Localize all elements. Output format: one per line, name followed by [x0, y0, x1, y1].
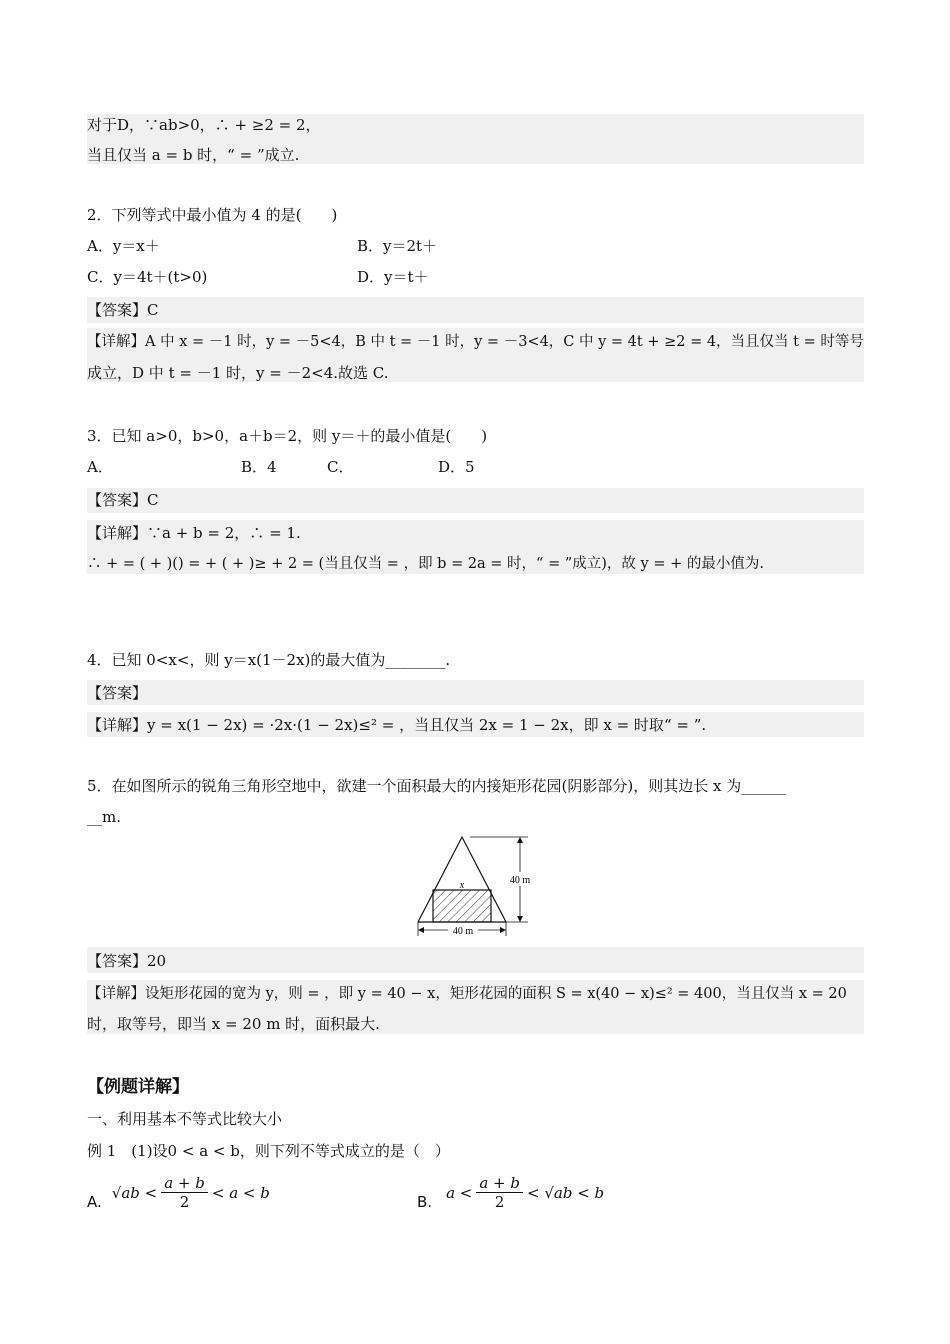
q5-detail-line-1: 【详解】设矩形花园的宽为 y，则 = ，即 y = 40 − x，矩形花园的面积 S = x(40 − x)≤² = 400，当且仅当 x = 20: [87, 986, 847, 1002]
q2-detail-line-2: 成立，D 中 t = －1 时，y = －2<4.故选 C.: [87, 364, 389, 382]
solution-line-2: 当且仅当 a = b 时，“ = ”成立.: [87, 146, 300, 164]
q5-detail-line-2: 时，取等号，即当 x = 20 m 时，面积最大.: [87, 1015, 380, 1033]
ex1-option-b-fraction: [476, 1174, 523, 1211]
ex1-option-a-right: < a < b: [211, 1183, 270, 1202]
q3-detail-line-2: ∴ + = ( + )() = + ( + )≥ + 2 = (当且仅当 = ，即 b = 2a = 时，“ = ”成立)，故 y = + 的最小值为.: [87, 556, 764, 572]
q3-detail-line-1: 【详解】∵a + b = 2，∴ = 1.: [87, 524, 301, 542]
section-heading: 【例题详解】: [87, 1077, 189, 1097]
q2-option-d: D．y＝t＋: [357, 268, 429, 286]
answer-block-q3: [87, 488, 864, 513]
answer-block-q5: [87, 947, 864, 973]
question-2: 2．下列等式中最小值为 4 的是( ): [87, 206, 338, 224]
q2-option-c: C．y＝4t＋(t>0): [87, 268, 208, 286]
q3-option-b: B．4: [241, 458, 277, 476]
inscribed-rectangle: [433, 890, 491, 922]
x-label: x: [459, 880, 465, 891]
triangle-figure: [410, 832, 540, 940]
q4-answer: 【答案】: [87, 684, 148, 702]
q2-option-a: A．y＝x＋: [87, 237, 160, 255]
ex1-option-a-left: √ab <: [111, 1183, 158, 1202]
q5-answer: 【答案】20: [87, 952, 167, 970]
base-label: 40 m: [452, 926, 474, 937]
q3-option-d: D．5: [438, 458, 475, 476]
fraction-numerator: a + b: [476, 1174, 523, 1193]
q2-detail-line-1: 【详解】A 中 x = －1 时，y = －5<4，B 中 t = －1 时，y = －3<4，C 中 y = 4t + ≥2 = 4，当且仅当 t = 时等号: [87, 334, 864, 350]
question-5-line-1: 5．在如图所示的锐角三角形空地中，欲建一个面积最大的内接矩形花园(阴影部分)，则其边长 x 为______: [87, 777, 787, 795]
fraction-numerator: a + b: [161, 1174, 208, 1193]
q2-answer: 【答案】C: [87, 301, 159, 319]
answer-block-q2: [87, 297, 864, 323]
base-arrow-left: [418, 927, 424, 933]
q3-option-c: C．: [327, 458, 354, 476]
example-1: 例 1 (1)设0 < a < b，则下列不等式成立的是（ ）: [87, 1142, 450, 1160]
q3-option-a: A．: [87, 458, 113, 476]
fraction-denominator: 2: [179, 1193, 190, 1211]
q4-detail: 【详解】y = x(1 − 2x) = ·2x·(1 − 2x)≤² = ，当且仅当 2x = 1 − 2x，即 x = 时取“ = ”.: [87, 716, 707, 734]
solution-line-1: 对于D，∵ab>0，∴ + ≥2 = 2，: [87, 116, 321, 134]
question-4: 4．已知 0<x<，则 y＝x(1－2x)的最大值为________.: [87, 651, 451, 669]
height-arrow-top: [517, 837, 523, 843]
fraction-denominator: 2: [494, 1193, 505, 1211]
height-arrow-bottom: [517, 916, 523, 922]
q2-option-b: B．y＝2t＋: [357, 237, 438, 255]
ex1-option-b-label: B.: [417, 1192, 433, 1211]
ex1-option-a-label: A.: [87, 1192, 102, 1211]
ex1-option-b-right: < √ab < b: [527, 1183, 605, 1202]
height-label: 40 m: [509, 875, 531, 886]
subsection-heading: 一、利用基本不等式比较大小: [87, 1110, 283, 1128]
ex1-option-b-left: a <: [446, 1183, 473, 1202]
base-arrow-right: [500, 927, 506, 933]
ex1-option-a: [87, 1174, 270, 1211]
ex1-option-b: [417, 1174, 604, 1211]
question-3: 3．已知 a>0，b>0，a＋b＝2，则 y＝＋的最小值是( ): [87, 427, 488, 445]
answer-block-q4: [87, 680, 864, 705]
ex1-option-a-fraction: [161, 1174, 208, 1211]
q3-answer: 【答案】C: [87, 491, 159, 509]
question-5-line-2: __m.: [87, 808, 121, 826]
